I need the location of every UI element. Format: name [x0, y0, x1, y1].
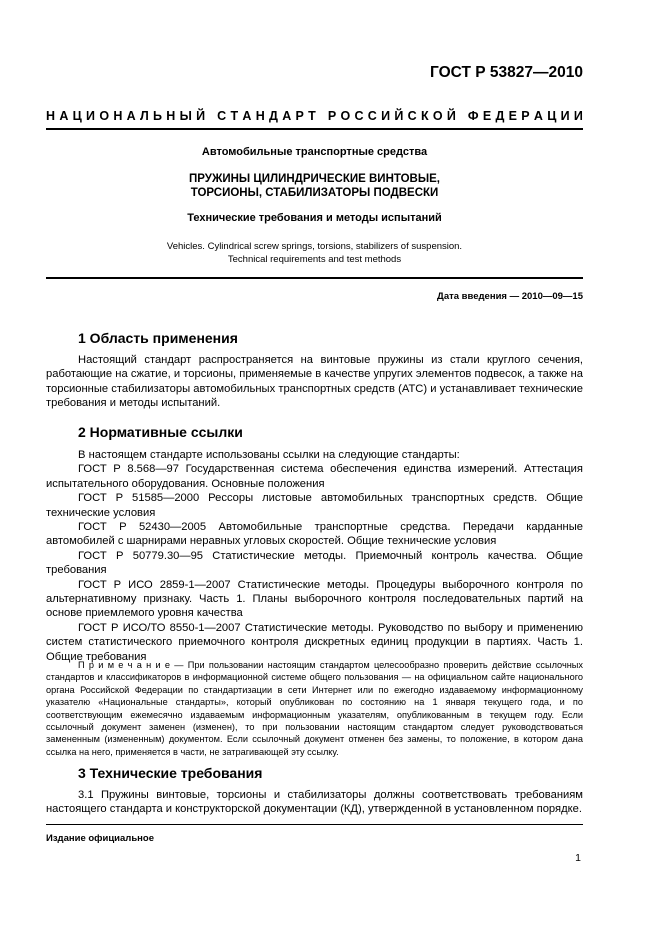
standard-type-letter: А [59, 109, 69, 123]
standard-type-letter: К [420, 109, 429, 123]
standard-type-letter: Ц [547, 109, 557, 123]
standard-type-letter: Р [521, 109, 530, 123]
document-subtitle: Технические требования и методы испытаний [187, 212, 442, 224]
standard-type-letter: О [99, 109, 110, 123]
reference-item: ГОСТ Р 52430—2005 Автомобильные транспортные средства. Передачи карданные автомобилей с шарнирами неравных угловых скоростей. Общие технические условия [46, 521, 583, 548]
standard-type-letter: Й [446, 109, 456, 123]
section-3-body [46, 788, 583, 817]
standard-type-letter: О [340, 109, 351, 123]
standard-type-letter: Й [394, 109, 404, 123]
document-title [46, 172, 583, 200]
section-2-body [46, 448, 583, 664]
document-title-text: ПРУЖИНЫ ЦИЛИНДРИЧЕСКИЕ ВИНТОВЫЕ, ТОРСИОНЫ, СТАБИЛИЗАТОРЫ ПОДВЕСКИ [189, 173, 440, 199]
standard-type-letter: Ь [153, 109, 162, 123]
edition-label: Издание официальное [46, 833, 154, 844]
english-title-line-1: Vehicles. Cylindrical screw springs, torsions, stabilizers of suspension. [166, 241, 463, 252]
standard-type-letter: Т [308, 109, 316, 123]
standard-type-letter: С [407, 109, 417, 123]
standard-type-letter: А [533, 109, 543, 123]
standard-type-letter: Н [113, 109, 123, 123]
title-domain: Автомобильные транспортные средства [201, 146, 428, 158]
reference-item: ГОСТ Р ИСО/ТО 8550-1—2007 Статистические методы. Руководство по выбору и применению систем статистического приемочного контроля дискретных единиц продукции в партиях. Часть 1. Общие требования [46, 621, 583, 663]
section-3-heading: 3 Технические требования [78, 765, 263, 781]
standard-type-letter: С [217, 109, 227, 123]
standard-type-letter [209, 109, 212, 123]
footer-rule [46, 824, 583, 825]
standard-type-heading [46, 109, 583, 123]
page-number: 1 [575, 852, 581, 864]
english-title [46, 240, 583, 266]
section-3-paragraph: 3.1 Пружины винтовые, торсионы и стабилизаторы должны соответствовать требованиям настоящего стандарта и конструкторской документации (КД), утвержденной в установленном порядке. [46, 789, 583, 816]
references-intro: В настоящем стандарте использованы ссылки на следующие стандарты: [78, 449, 460, 461]
standard-type-letter: Ф [467, 109, 479, 123]
standard-type-letter: А [282, 109, 292, 123]
section-1-paragraph: Настоящий стандарт распространяется на винтовые пружины из стали круглого сечения, работающие на сжатие, и торсионы, применяемые в качестве упругих элементов подвесок, а также на торсионные стабилизаторы автомобильных транспортных средств (АТС) и устанавливает технические требования и методы испытаний. [46, 354, 583, 410]
standard-type-letter: Н [255, 109, 265, 123]
standard-type-letter: Ы [179, 109, 192, 123]
standard-type-letter: Д [269, 109, 278, 123]
document-number: ГОСТ Р 53827—2010 [430, 64, 583, 81]
standard-type-letter: Н [46, 109, 56, 123]
standard-type-letter: Е [508, 109, 518, 123]
introduction-date: Дата введения — 2010—09—15 [437, 291, 583, 302]
standard-type-letter: И [381, 109, 391, 123]
section-2-note [46, 659, 583, 758]
standard-type-letter: Ц [72, 109, 82, 123]
standard-type-letter: Р [295, 109, 304, 123]
standard-type-letter [460, 109, 463, 123]
standard-type-letter: Д [495, 109, 505, 123]
standard-type-letter: Е [482, 109, 492, 123]
standard-type-letter: С [367, 109, 377, 123]
standard-type-letter [320, 109, 323, 123]
standard-type-letter: А [242, 109, 252, 123]
standard-type-letter: Р [327, 109, 337, 123]
reference-item: ГОСТ Р 51585—2000 Рессоры листовые автомобильных транспортных средств. Общие технические условия [46, 492, 583, 519]
standard-type-letter: Й [196, 109, 206, 123]
standard-type-letter: И [560, 109, 570, 123]
section-1-body [46, 353, 583, 411]
standard-type-letter: Н [166, 109, 176, 123]
standard-type-letter: Л [139, 109, 149, 123]
reference-item: ГОСТ Р 8.568—97 Государственная система обеспечения единства измерений. Аттестация испытательного оборудования. Основные положения [46, 463, 583, 490]
section-2-heading: 2 Нормативные ссылки [78, 424, 243, 440]
standard-type-letter: С [354, 109, 364, 123]
header-rule [46, 128, 583, 130]
reference-item: ГОСТ Р ИСО 2859-1—2007 Статистические методы. Процедуры выборочного контроля по альтернативному признаку. Часть 1. Планы выборочного контроля последовательных партий на основе приемлемого уровня качества [46, 578, 583, 620]
english-title-line-2: Technical requirements and test methods [227, 254, 402, 265]
reference-item: ГОСТ Р 50779.30—95 Статистические методы. Приемочный контроль качества. Общие требования [46, 549, 583, 577]
standard-type-letter: О [432, 109, 443, 123]
title-rule [46, 277, 583, 279]
standard-type-letter: Т [230, 109, 239, 123]
note-text: П р и м е ч а н и е — При пользовании настоящим стандартом целесообразно проверить действие ссылочных стандартов и классификаторов в информационной системе общего пользования — на официальном сайте национального органа Российской Федерации по стандартизации в сети Интернет или по ежегодно издаваемому информационному указателю «Национальные стандарты», который опубликован по состоянию на 1 января текущего года, и по соответствующим ежемесячно издаваемым информационным указателям, опубликованным в текущем году. Если ссылочный документ заменен (изменен), то при пользовании настоящим стандартом следует руководствоваться замененным (измененным) документом. Если ссылочный документ отменен без замены, то положение, в котором дана ссылка на него, применяется в части, не затрагивающей эту ссылку. [46, 660, 583, 757]
standard-type-letter: И [86, 109, 96, 123]
standard-type-letter: И [573, 109, 583, 123]
standard-type-letter: А [126, 109, 136, 123]
section-1-heading: 1 Область применения [78, 330, 238, 346]
